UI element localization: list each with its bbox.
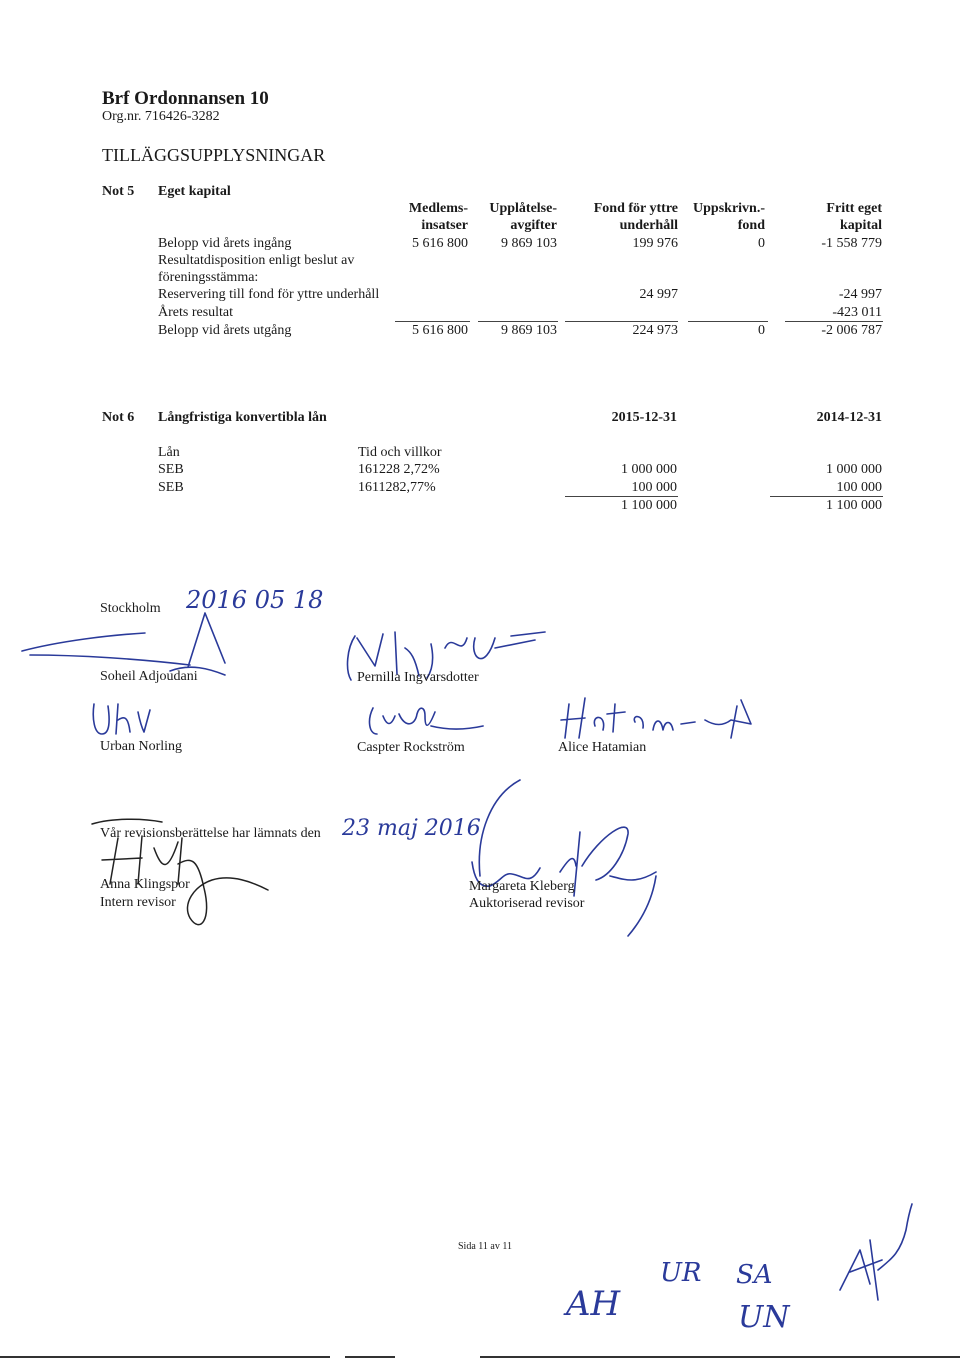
bottom-rule	[0, 1356, 330, 1358]
table-cell: 5 616 800	[412, 323, 468, 338]
signature-caspter-scribble	[365, 696, 495, 744]
table-cell: -2 006 787	[821, 323, 882, 338]
table-row-label: Reservering till fond för yttre underhåll	[158, 287, 380, 302]
table-cell: 9 869 103	[501, 236, 557, 251]
col-header-upplatelseavgifter-line1: Upplåtelse-	[489, 201, 557, 216]
auditor-margareta-name: Margareta Kleberg	[469, 879, 575, 894]
table-cell: 0	[758, 236, 765, 251]
initials-un: UN	[738, 1300, 790, 1335]
table-cell: 9 869 103	[501, 323, 557, 338]
note6-head-terms: Tid och villkor	[358, 445, 442, 460]
signatory-alice: Alice Hatamian	[558, 740, 647, 755]
sum-divider	[478, 321, 558, 322]
signatory-soheil: Soheil Adjoudani	[100, 669, 198, 684]
col-header-fond-line1: Fond för yttre	[593, 201, 678, 216]
signatory-caspter: Caspter Rockström	[357, 740, 465, 755]
col-header-fond-line2: underhåll	[619, 218, 678, 233]
auditor-anna-role: Intern revisor	[100, 895, 176, 910]
table-cell: -1 558 779	[821, 236, 882, 251]
col-header-uppskrivn-line2: fond	[737, 218, 765, 233]
org-number: Org.nr. 716426-3282	[102, 109, 220, 124]
section-title: TILLÄGGSUPPLYSNINGAR	[102, 145, 326, 165]
table-row-label: Belopp vid årets utgång	[158, 323, 292, 338]
auditor-anna-name: Anna Klingspor	[100, 877, 190, 892]
table-cell: 24 997	[639, 287, 678, 302]
table-cell: 1 000 000	[826, 462, 882, 477]
sum-divider	[395, 321, 470, 322]
handwritten-audit-date: 23 maj 2016	[342, 816, 481, 841]
bottom-rule	[345, 1356, 395, 1358]
note6-title: Långfristiga konvertibla lån	[158, 410, 327, 425]
col-header-upplatelseavgifter-line2: avgifter	[510, 218, 557, 233]
signature-urban-scribble	[88, 698, 158, 742]
table-cell: 199 976	[632, 236, 678, 251]
table-cell: 100 000	[836, 480, 882, 495]
initials-ah: AH	[566, 1284, 621, 1324]
bottom-rule	[480, 1356, 960, 1358]
page-number: Sida 11 av 11	[458, 1241, 512, 1252]
note6-total-2014: 1 100 000	[826, 498, 882, 513]
sum-divider	[770, 496, 883, 497]
signature-city: Stockholm	[100, 601, 161, 616]
table-row-label: föreningsstämma:	[158, 270, 259, 285]
sum-divider	[565, 321, 678, 322]
audit-statement: Vår revisionsberättelse har lämnats den	[100, 826, 321, 841]
table-cell: 224 973	[632, 323, 678, 338]
company-name: Brf Ordonnansen 10	[102, 88, 269, 109]
note6-date-2015: 2015-12-31	[611, 410, 677, 425]
col-header-fritt-line2: kapital	[839, 218, 882, 233]
table-cell: 0	[758, 323, 765, 338]
note6-date-2014: 2014-12-31	[816, 410, 882, 425]
table-row-label: SEB	[158, 480, 184, 495]
col-header-medlemsinsatser-line1: Medlems-	[408, 201, 468, 216]
signatory-urban: Urban Norling	[100, 739, 183, 754]
initials-ur: UR	[660, 1258, 702, 1288]
table-cell: 1611282,77%	[358, 480, 436, 495]
note5-title: Eget kapital	[158, 184, 231, 199]
col-header-medlemsinsatser-line2: insatser	[421, 218, 468, 233]
table-row-label: Årets resultat	[158, 305, 234, 320]
sum-divider	[785, 321, 883, 322]
note6-head-label: Lån	[158, 445, 180, 460]
table-cell: 161228 2,72%	[358, 462, 440, 477]
initials-signature-scribble	[820, 1200, 930, 1310]
initials-sa: SA	[736, 1260, 773, 1290]
col-header-uppskrivn-line1: Uppskrivn.-	[693, 201, 765, 216]
table-row-label: Belopp vid årets ingång	[158, 236, 292, 251]
handwritten-date: 2016 05 18	[186, 586, 324, 614]
table-cell: -24 997	[838, 287, 882, 302]
sum-divider	[565, 496, 678, 497]
table-cell: 1 000 000	[621, 462, 677, 477]
table-cell: 100 000	[631, 480, 677, 495]
note6-total-2015: 1 100 000	[621, 498, 677, 513]
table-cell: -423 011	[832, 305, 882, 320]
table-row-label: Resultatdisposition enligt beslut av	[158, 253, 355, 268]
signatory-pernilla: Pernilla Ingvarsdotter	[357, 670, 479, 685]
col-header-fritt-line1: Fritt eget	[826, 201, 882, 216]
table-row-label: SEB	[158, 462, 184, 477]
note6-number: Not 6	[102, 410, 135, 425]
note5-number: Not 5	[102, 184, 135, 199]
sum-divider	[688, 321, 768, 322]
table-cell: 5 616 800	[412, 236, 468, 251]
auditor-margareta-role: Auktoriserad revisor	[469, 896, 585, 911]
signature-margareta-scribble	[460, 776, 670, 942]
